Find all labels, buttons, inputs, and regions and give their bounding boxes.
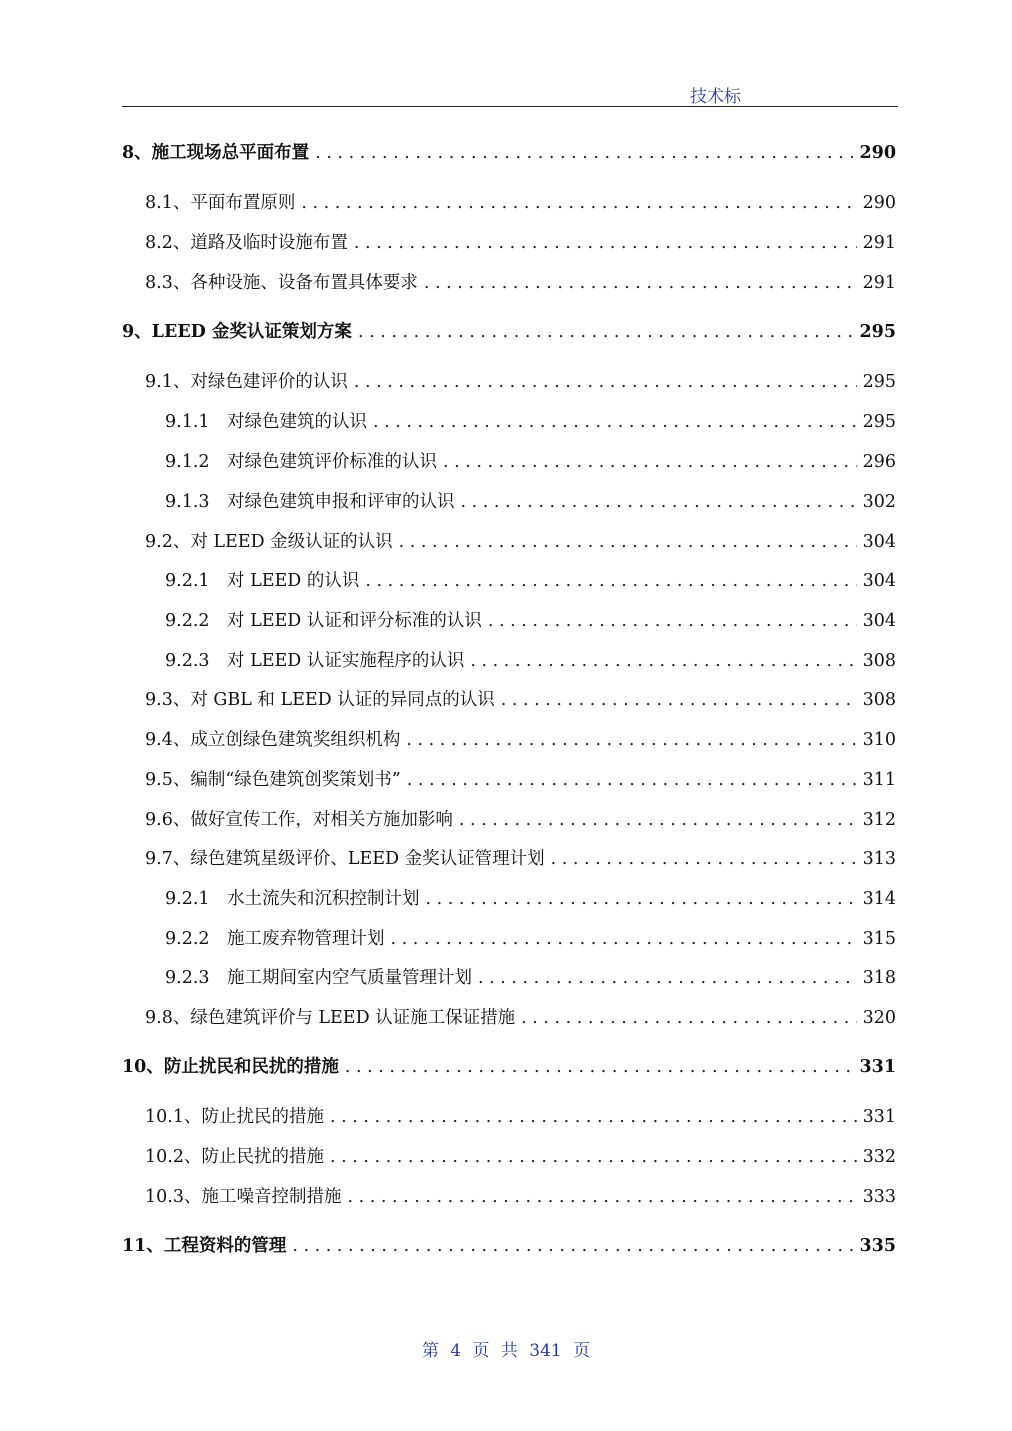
toc-leader-dots xyxy=(315,141,853,165)
toc-leader-dots xyxy=(470,649,856,673)
toc-entry-title: 9.1、对绿色建评价的认识 xyxy=(145,372,348,392)
toc-entry-title: 9.2.2 施工废弃物管理计划 xyxy=(165,929,385,949)
toc-entry-page: 333 xyxy=(862,1187,896,1207)
toc-leader-dots xyxy=(406,728,856,752)
toc-entry[interactable] xyxy=(145,530,896,554)
toc-entry[interactable] xyxy=(145,370,896,394)
toc-entry[interactable] xyxy=(145,768,896,792)
toc-entry-page: 331 xyxy=(862,1107,896,1127)
toc-entry[interactable] xyxy=(165,609,896,633)
toc-leader-dots xyxy=(459,808,857,832)
toc-entry[interactable] xyxy=(145,1006,896,1030)
toc-entry-title: 9.7、绿色建筑星级评价、LEED 金奖认证管理计划 xyxy=(145,849,545,869)
toc-entry[interactable] xyxy=(165,927,896,951)
toc-leader-dots xyxy=(358,320,854,344)
toc-entry-page: 332 xyxy=(862,1147,896,1167)
toc-leader-dots xyxy=(354,370,857,394)
toc-entry-title: 10、防止扰民和民扰的措施 xyxy=(122,1057,339,1077)
toc-entry-page: 304 xyxy=(862,532,896,552)
toc-entry-title: 8.1、平面布置原则 xyxy=(145,193,296,213)
toc-entry-page: 335 xyxy=(859,1236,896,1256)
toc-leader-dots xyxy=(501,688,857,712)
toc-leader-dots xyxy=(373,410,857,434)
toc-entry-page: 291 xyxy=(862,273,896,293)
toc-entry[interactable] xyxy=(165,410,896,434)
toc-entry-page: 331 xyxy=(859,1057,896,1077)
toc-entry-title: 9、LEED 金奖认证策划方案 xyxy=(122,322,352,342)
toc-entry-page: 320 xyxy=(862,1008,896,1028)
toc-entry-page: 295 xyxy=(859,322,896,342)
toc-entry-title: 9.1.1 对绿色建筑的认识 xyxy=(165,412,368,432)
toc-entry-page: 295 xyxy=(862,372,896,392)
toc-entry[interactable] xyxy=(145,728,896,752)
toc-entry-title: 8、施工现场总平面布置 xyxy=(122,143,310,163)
toc-leader-dots xyxy=(330,1145,857,1169)
toc-entry-page: 318 xyxy=(862,968,896,988)
toc-entry[interactable] xyxy=(145,808,896,832)
toc-entry-page: 312 xyxy=(862,810,896,830)
toc-entry[interactable] xyxy=(145,1105,896,1129)
toc-entry-title: 8.2、道路及临时设施布置 xyxy=(145,233,348,253)
toc-entry-page: 313 xyxy=(862,849,896,869)
toc-leader-dots xyxy=(301,191,856,215)
toc-leader-dots xyxy=(391,927,857,951)
toc-leader-dots xyxy=(292,1234,853,1258)
toc-entry-title: 9.2.1 水土流失和沉积控制计划 xyxy=(165,889,420,909)
toc-entry-page: 302 xyxy=(862,492,896,512)
toc-entry-title: 9.6、做好宣传工作，对相关方施加影响 xyxy=(145,810,453,830)
toc-entry-page: 308 xyxy=(862,651,896,671)
toc-entry[interactable] xyxy=(122,320,896,344)
toc-entry-title: 9.1.3 对绿色建筑申报和评审的认识 xyxy=(165,492,455,512)
toc-entry[interactable] xyxy=(145,847,896,871)
header-divider xyxy=(122,106,898,107)
toc-leader-dots xyxy=(407,768,857,792)
toc-entry-title: 9.8、绿色建筑评价与 LEED 认证施工保证措施 xyxy=(145,1008,516,1028)
toc-leader-dots xyxy=(424,271,857,295)
toc-entry[interactable] xyxy=(145,231,896,255)
toc-entry-title: 10.2、防止民扰的措施 xyxy=(145,1147,324,1167)
toc-entry[interactable] xyxy=(122,1234,896,1258)
toc-entry-title: 11、工程资料的管理 xyxy=(122,1236,287,1256)
toc-entry-title: 9.4、成立创绿色建筑奖组织机构 xyxy=(145,730,401,750)
toc-leader-dots xyxy=(426,887,857,911)
toc-leader-dots xyxy=(478,966,857,990)
toc-leader-dots xyxy=(399,530,857,554)
toc-entry[interactable] xyxy=(165,649,896,673)
toc-entry-page: 310 xyxy=(862,730,896,750)
page-number-footer: 第 4 页 共 341 页 xyxy=(421,1341,591,1361)
toc-entry-title: 8.3、各种设施、设备布置具体要求 xyxy=(145,273,418,293)
toc-entry-title: 9.5、编制“绿色建筑创奖策划书” xyxy=(145,770,401,790)
toc-entry-page: 311 xyxy=(862,770,896,790)
toc-leader-dots xyxy=(330,1105,857,1129)
toc-entry[interactable] xyxy=(165,887,896,911)
toc-entry-title: 10.1、防止扰民的措施 xyxy=(145,1107,324,1127)
toc-entry-page: 308 xyxy=(862,690,896,710)
toc-entry-page: 290 xyxy=(862,193,896,213)
toc-entry-page: 314 xyxy=(862,889,896,909)
toc-leader-dots xyxy=(521,1006,856,1030)
toc-leader-dots xyxy=(488,609,857,633)
toc-entry[interactable] xyxy=(165,569,896,593)
toc-entry-page: 295 xyxy=(862,412,896,432)
toc-entry-page: 304 xyxy=(862,611,896,631)
toc-entry[interactable] xyxy=(165,966,896,990)
toc-leader-dots xyxy=(551,847,857,871)
toc-entry-page: 291 xyxy=(862,233,896,253)
toc-entry[interactable] xyxy=(165,450,896,474)
toc-leader-dots xyxy=(347,1185,856,1209)
toc-entry-page: 315 xyxy=(862,929,896,949)
toc-entry-title: 9.2.3 对 LEED 认证实施程序的认识 xyxy=(165,651,465,671)
toc-leader-dots xyxy=(461,490,857,514)
toc-entry-title: 9.1.2 对绿色建筑评价标准的认识 xyxy=(165,452,438,472)
toc-leader-dots xyxy=(365,569,856,593)
toc-entry[interactable] xyxy=(145,271,896,295)
toc-entry-title: 9.3、对 GBL 和 LEED 认证的异同点的认识 xyxy=(145,690,495,710)
toc-entry[interactable] xyxy=(145,1185,896,1209)
toc-entry[interactable] xyxy=(145,1145,896,1169)
toc-entry-title: 9.2、对 LEED 金级认证的认识 xyxy=(145,532,393,552)
toc-leader-dots xyxy=(443,450,857,474)
toc-entry-title: 9.2.1 对 LEED 的认识 xyxy=(165,571,360,591)
toc-entry-page: 304 xyxy=(862,571,896,591)
toc-entry[interactable] xyxy=(122,141,896,165)
toc-leader-dots xyxy=(345,1055,854,1079)
toc-entry-title: 9.2.2 对 LEED 认证和评分标准的认识 xyxy=(165,611,482,631)
toc-entry[interactable] xyxy=(122,1055,896,1079)
toc-entry[interactable] xyxy=(145,191,896,215)
toc-entry-title: 10.3、施工噪音控制措施 xyxy=(145,1187,342,1207)
toc-entry[interactable] xyxy=(165,490,896,514)
toc-leader-dots xyxy=(354,231,857,255)
toc-entry-title: 9.2.3 施工期间室内空气质量管理计划 xyxy=(165,968,473,988)
header-title: 技术标 xyxy=(690,87,741,107)
toc-entry-page: 290 xyxy=(859,143,896,163)
toc-entry[interactable] xyxy=(145,688,896,712)
toc-entry-page: 296 xyxy=(862,452,896,472)
